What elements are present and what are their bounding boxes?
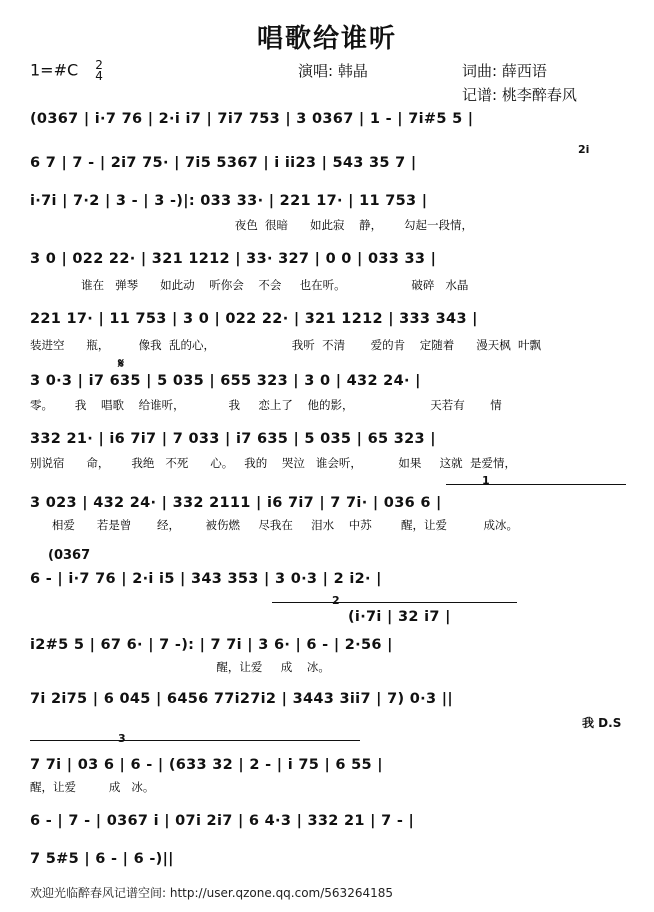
notation-row: 3 023 | 432 24· | 332 2111 | i6 7i7 | 7 7i· | 036 6 | — [30, 495, 442, 511]
notation-row: (0367 | i·7 76 | 2·i i7 | 7i7 753 | 3 0367 | 1 - | 7i#5 5 | — [30, 111, 474, 127]
time-signature — [95, 60, 103, 82]
notation-row: 221 17· | 11 753 | 3 0 | 022 22· | 321 1212 | 333 343 | — [30, 311, 478, 327]
notation-row: 332 21· | i6 7i7 | 7 033 | i7 635 | 5 035 | 65 323 | — [30, 431, 436, 447]
notation-row: 6 7 | 7 - | 2i7 75· | 7i5 5367 | i ii23 | 543 35 7 | — [30, 155, 417, 171]
notation-row: 7 5#5 | 6 - | 6 -)|| — [30, 851, 174, 867]
grace-note: 2i — [578, 143, 590, 156]
dal-segno-mark: 我 D.S — [582, 716, 622, 730]
ending-3-label: 3 — [118, 732, 126, 745]
time-denominator: 4 — [95, 69, 103, 83]
alternate-phrase: (i·7i | 32 i7 | — [348, 609, 451, 625]
notation-row: 7i 2i75 | 6 045 | 6456 77i27i2 | 3443 3ii7 | 7) 0·3 || — [30, 691, 453, 707]
footer-link-text: 欢迎光临醉春风记谱空间: http://user.qzone.qq.com/563264185 — [30, 886, 394, 900]
ending-2-label: 2 — [332, 594, 340, 607]
ending-bracket-3 — [30, 740, 360, 741]
ending-1-label: 1 — [482, 474, 490, 487]
notation-row: 7 7i | 03 6 | 6 - | (633 32 | 2 - | i 75 | 6 55 | — [30, 757, 383, 773]
lyric-row: 醒，让爱 成 冰。 — [30, 660, 330, 674]
lyric-row: 夜色 很暗 如此寂 静， 勾起一段情， — [30, 218, 474, 232]
notation-row: 3 0 | 022 22· | 321 1212 | 33· 327 | 0 0 | 033 33 | — [30, 251, 437, 267]
notation-row: i·7i | 7·2 | 3 - | 3 -)|: 033 33· | 221 17· | 11 753 | — [30, 193, 428, 209]
transcriber-credit: 记谱: 桃李醉春风 — [462, 86, 577, 104]
segno-sign: 𝄋 — [118, 356, 125, 372]
key-text: 1=#C — [30, 60, 79, 80]
ending-bracket-2 — [272, 602, 517, 603]
notation-row: 6 - | i·7 76 | 2·i i5 | 343 353 | 3 0·3 | 2 i2· | — [30, 571, 382, 587]
singer-credit: 演唱: 韩晶 — [298, 62, 368, 80]
notation-row: 3 0·3 | i7 635 | 5 035 | 655 323 | 3 0 | 432 24· | — [30, 373, 421, 389]
lyricist-credit: 词曲: 薛西语 — [462, 62, 547, 80]
lyric-row: 谁在 弹琴 如此动 听你会 不会 也在听。 破碎 水晶 — [30, 278, 469, 292]
notation-row: 6 - | 7 - | 0367 i | 07i 2i7 | 6 4·3 | 332 21 | 7 - | — [30, 813, 415, 829]
lyric-row: 醒，让爱 成 冰。 — [30, 780, 155, 794]
time-numerator: 2 — [95, 58, 103, 72]
lyric-row: 别说宿 命， 我绝 不死 心。 我的 哭泣 谁会听， 如果 这就 是爱情， — [30, 456, 516, 470]
lyric-row: 零。 我 唱歌 给谁听， 我 恋上了 他的影， 天若有 情 — [30, 398, 502, 412]
key-signature — [30, 60, 103, 82]
lyric-row: 装进空 瓶， 像我 乱的心， 我听 不清 爱的肯 定随着 漫天枫 叶飘 — [30, 338, 542, 352]
pickup-notes: (0367 — [48, 548, 91, 563]
song-title: 唱歌给谁听 — [256, 24, 397, 54]
notation-row: i2#5 5 | 67 6· | 7 -): | 7 7i | 3 6· | 6 - | 2·56 | — [30, 637, 393, 653]
lyric-row: 相爱 若是曾 经， 被伤燃 尽我在 泪水 中苏 醒，让爱 成冰。 — [30, 518, 519, 532]
ending-bracket-1 — [446, 484, 626, 485]
